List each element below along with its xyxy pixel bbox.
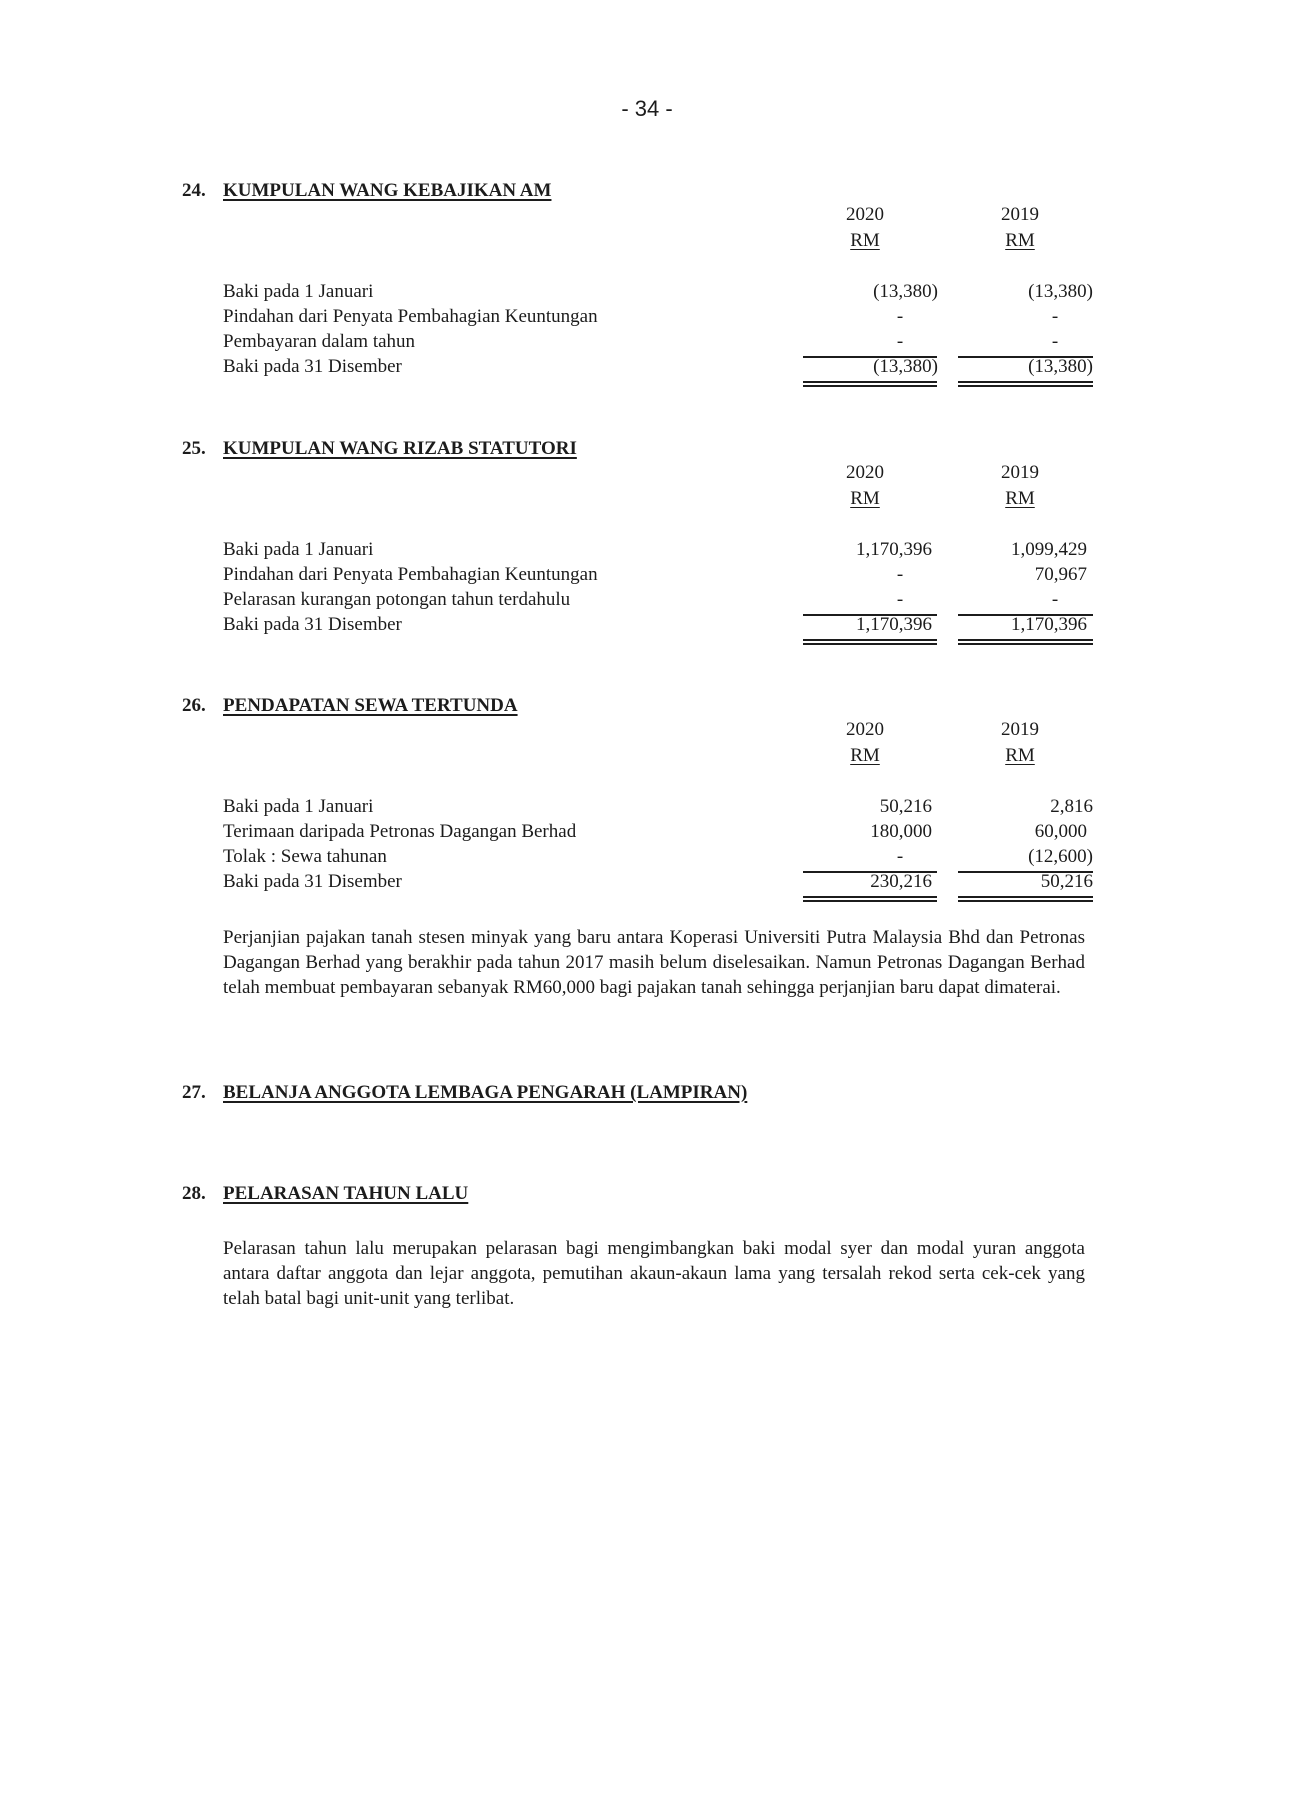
value-2019: 1,170,396 xyxy=(1011,614,1087,635)
total-double-rule xyxy=(958,381,1093,387)
value-2019: 1,099,429 xyxy=(1011,539,1087,560)
row-label: Baki pada 1 Januari xyxy=(223,539,374,560)
column-header-year-2020: 2020 xyxy=(846,204,884,225)
section-note: Pelarasan tahun lalu merupakan pelarasan bagi mengimbangkan baki modal syer dan modal yuran anggota antara daftar anggota dan lejar anggota, pemutihan akaun-akaun lama yang tersalah rekod serta cek-cek yang telah batal bagi unit-unit yang terlibat. xyxy=(223,1238,1085,1309)
row-label: Tolak : Sewa tahunan xyxy=(223,846,387,867)
row-label: Baki pada 31 Disember xyxy=(223,356,402,377)
section-title: PENDAPATAN SEWA TERTUNDA xyxy=(223,695,518,716)
value-2019: 60,000 xyxy=(1034,821,1087,842)
value-2020: 1,170,396 xyxy=(856,614,932,635)
section-number: 28. xyxy=(182,1183,206,1204)
row-label: Baki pada 31 Disember xyxy=(223,871,402,892)
section-number: 26. xyxy=(182,695,206,716)
column-header-year-2020: 2020 xyxy=(846,462,884,483)
column-header-currency: RM xyxy=(1005,745,1035,766)
value-2019: 70,967 xyxy=(1034,564,1087,585)
value-2020: - xyxy=(896,589,904,610)
column-header-currency: RM xyxy=(850,230,880,251)
value-2020: 50,216 xyxy=(879,796,932,817)
value-2020: 1,170,396 xyxy=(856,539,932,560)
row-label: Pelarasan kurangan potongan tahun terdahulu xyxy=(223,589,571,610)
total-double-rule xyxy=(958,896,1093,902)
value-2019: - xyxy=(1051,589,1059,610)
section-title: BELANJA ANGGOTA LEMBAGA PENGARAH (LAMPIRAN) xyxy=(223,1082,748,1103)
value-2019: 50,216 xyxy=(1040,871,1093,892)
value-2019: (12,600) xyxy=(1028,846,1093,867)
value-2020: 230,216 xyxy=(870,871,932,892)
column-header-currency: RM xyxy=(850,745,880,766)
total-double-rule xyxy=(958,639,1093,645)
column-header-year-2019: 2019 xyxy=(1001,719,1039,740)
row-label: Pindahan dari Penyata Pembahagian Keuntungan xyxy=(223,306,598,327)
row-label: Terimaan daripada Petronas Dagangan Berhad xyxy=(223,821,577,842)
column-header-currency: RM xyxy=(1005,488,1035,509)
row-label: Baki pada 31 Disember xyxy=(223,614,402,635)
total-double-rule xyxy=(803,381,937,387)
total-double-rule xyxy=(803,896,937,902)
row-label: Baki pada 1 Januari xyxy=(223,796,374,817)
value-2020: - xyxy=(896,306,904,327)
column-header-currency: RM xyxy=(1005,230,1035,251)
value-2020: - xyxy=(896,564,904,585)
section-title: KUMPULAN WANG RIZAB STATUTORI xyxy=(223,438,577,459)
row-label: Pindahan dari Penyata Pembahagian Keuntungan xyxy=(223,564,598,585)
value-2019: - xyxy=(1051,306,1059,327)
total-double-rule xyxy=(803,639,937,645)
column-header-year-2019: 2019 xyxy=(1001,462,1039,483)
section-title: PELARASAN TAHUN LALU xyxy=(223,1183,469,1204)
value-2020: 180,000 xyxy=(870,821,932,842)
value-2020: (13,380) xyxy=(873,356,938,377)
section-number: 25. xyxy=(182,438,206,459)
row-label: Pembayaran dalam tahun xyxy=(223,331,416,352)
value-2019: - xyxy=(1051,331,1059,352)
value-2019: (13,380) xyxy=(1028,281,1093,302)
column-header-currency: RM xyxy=(850,488,880,509)
value-2019: (13,380) xyxy=(1028,356,1093,377)
row-label: Baki pada 1 Januari xyxy=(223,281,374,302)
section-title: KUMPULAN WANG KEBAJIKAN AM xyxy=(223,180,552,201)
value-2020: - xyxy=(896,846,904,867)
section-number: 27. xyxy=(182,1082,206,1103)
section-number: 24. xyxy=(182,180,206,201)
value-2020: (13,380) xyxy=(873,281,938,302)
value-2019: 2,816 xyxy=(1050,796,1093,817)
value-2020: - xyxy=(896,331,904,352)
page-number: - 34 - xyxy=(621,96,673,121)
column-header-year-2019: 2019 xyxy=(1001,204,1039,225)
column-header-year-2020: 2020 xyxy=(846,719,884,740)
section-note: Perjanjian pajakan tanah stesen minyak yang baru antara Koperasi Universiti Putra Malaysia Bhd dan Petronas Dagangan Berhad yang berakhir pada tahun 2017 masih belum diselesaikan. Namun Petronas Dagangan Berhad telah membuat pembayaran sebanyak RM60,000 bagi pajakan tanah sehingga perjanjian baru dapat dimaterai. xyxy=(223,927,1085,998)
